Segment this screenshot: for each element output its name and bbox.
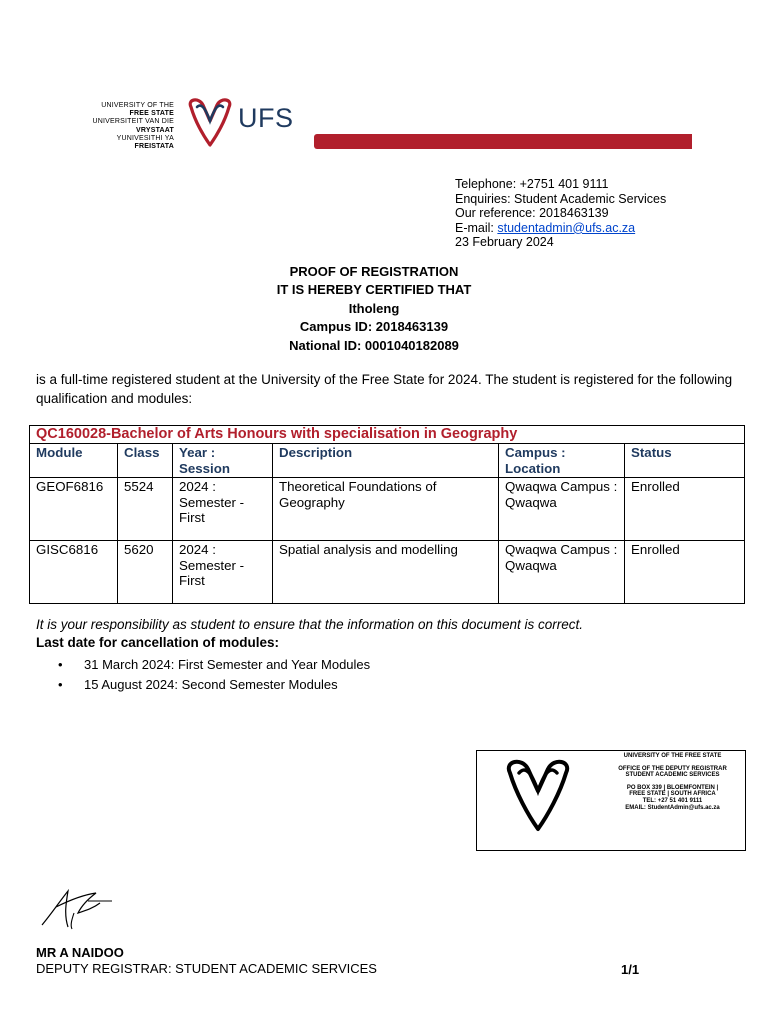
ufs-logo-text: UFS (238, 103, 294, 133)
certificate-heading (0, 263, 748, 355)
signer-title: DEPUTY REGISTRAR: STUDENT ACADEMIC SERVICES (36, 961, 377, 976)
cancellation-heading: Last date for cancellation of modules: (36, 635, 280, 650)
contact-block (455, 177, 666, 250)
stamp-text (600, 753, 745, 811)
ufs-stamp-logo-icon (500, 757, 576, 835)
document-date: 23 February 2024 (455, 235, 554, 250)
column-header: Year : Session (173, 444, 273, 478)
table-row (30, 478, 745, 541)
email-link[interactable]: studentadmin@ufs.ac.za (497, 220, 636, 235)
modules-table (29, 425, 745, 604)
stamp-line: UNIVERSITY OF THE FREE STATE (623, 753, 722, 759)
campus-location: Qwaqwa Campus : Qwaqwa (499, 541, 625, 604)
university-line: UNIVERSITY OF THE (101, 102, 174, 109)
stamp-line: PO BOX 339 | BLOEMFONTEIN | (626, 784, 719, 791)
university-name-block (92, 102, 174, 151)
class-code: 5620 (118, 541, 173, 604)
stamp-line: TEL: +27 51 401 9111 (642, 797, 703, 804)
document-title: PROOF OF REGISTRATION (289, 264, 459, 279)
university-line: VRYSTAAT (135, 126, 174, 134)
student-name: Itholeng (348, 300, 400, 316)
column-header: Campus : Location (499, 444, 625, 478)
table-row (30, 541, 745, 604)
year-session: 2024 : Semester - First (173, 478, 273, 541)
email-line (455, 221, 666, 236)
reference: Our reference: 2018463139 (455, 206, 609, 221)
campus-id: Campus ID: 2018463139 (299, 319, 449, 335)
column-header: Status (625, 444, 745, 478)
module-description: Spatial analysis and modelling (273, 541, 499, 604)
list-item-text: 31 March 2024: First Semester and Year Modules (84, 657, 371, 672)
email-label: E-mail: (455, 220, 498, 235)
enquiries: Enquiries: Student Academic Services (455, 191, 667, 206)
qualification-title: QC160028-Bachelor of Arts Honours with specialisation in Geography (30, 426, 745, 444)
signature-image (38, 883, 118, 933)
cancellation-list (58, 655, 370, 695)
national-id: National ID: 0001040182089 (289, 337, 459, 353)
enrolment-status: Enrolled (625, 478, 745, 541)
enrolment-status: Enrolled (625, 541, 745, 604)
page-number: 1/1 (621, 962, 640, 977)
telephone: Telephone: +2751 401 9111 (455, 177, 609, 191)
campus-location: Qwaqwa Campus : Qwaqwa (499, 478, 625, 541)
list-item (58, 675, 370, 695)
bullet-icon: • (58, 657, 63, 672)
stamp-line: STUDENT ACADEMIC SERVICES (625, 772, 720, 779)
bullet-icon: • (58, 677, 63, 692)
module-code: GEOF6816 (30, 478, 118, 541)
list-item-text: 15 August 2024: Second Semester Modules (84, 677, 338, 692)
module-description: Theoretical Foundations of Geography (273, 478, 499, 541)
year-session: 2024 : Semester - First (173, 541, 273, 604)
class-code: 5524 (118, 478, 173, 541)
university-line: UNIVERSITEIT VAN DIE (92, 118, 174, 126)
signer-name: MR A NAIDOO (36, 945, 124, 960)
university-line: FREE STATE (129, 110, 174, 118)
table-header-row (30, 444, 745, 478)
qualification-row (30, 426, 745, 444)
ufs-logo-icon (185, 97, 235, 149)
university-line: YUNIVESITHI YA (116, 134, 174, 142)
intro-paragraph: is a full-time registered student at the University of the Free State for 2024. The student is registered for the following qualification and modules: (36, 372, 733, 406)
column-header: Class (118, 444, 173, 478)
stamp-line: OFFICE OF THE DEPUTY REGISTRAR (618, 765, 727, 772)
certified-line: IT IS HEREBY CERTIFIED THAT (276, 282, 472, 298)
stamp-line: FREE STATE | SOUTH AFRICA (629, 791, 716, 798)
column-header: Module (30, 444, 118, 478)
header-red-bar (314, 134, 692, 149)
university-line: FREISTATA (134, 143, 174, 151)
column-header: Description (273, 444, 499, 478)
list-item (58, 655, 370, 675)
stamp-line: EMAIL: StudentAdmin@ufs.ac.za (625, 804, 720, 811)
module-code: GISC6816 (30, 541, 118, 604)
responsibility-note: It is your responsibility as student to ensure that the information on this document is correct. (36, 617, 584, 632)
